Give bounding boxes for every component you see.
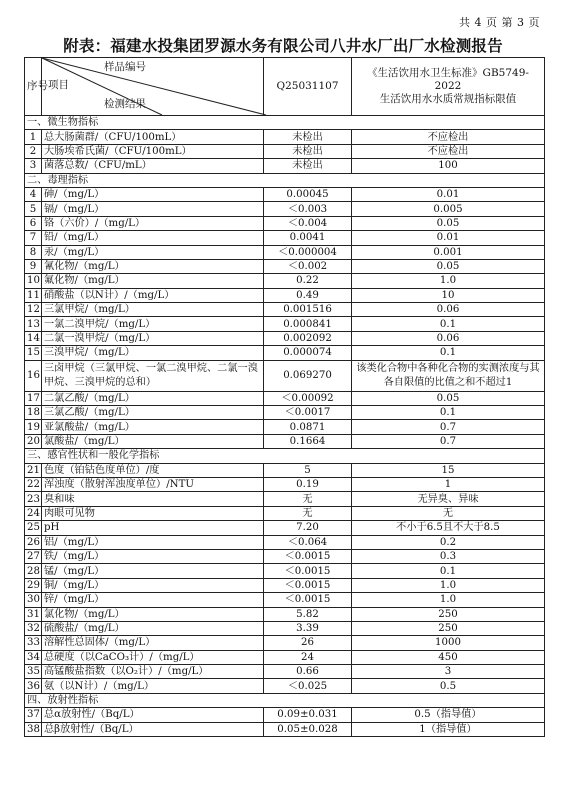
row-number: 3 — [25, 159, 42, 173]
item-name: 硫酸盐/（mg/L） — [42, 621, 264, 635]
row-number: 25 — [25, 521, 42, 535]
table-header-row — [25, 58, 545, 116]
standard-limit: 不小于6.5且不大于8.5 — [352, 521, 545, 535]
row-number: 22 — [25, 477, 42, 491]
row-number: 13 — [25, 317, 42, 331]
row-number: 28 — [25, 564, 42, 578]
standard-limit: 0.05 — [352, 391, 545, 405]
table-row — [25, 406, 545, 420]
item-name: 总大肠菌群/（CFU/100mL） — [42, 130, 264, 144]
standard-limit: 无 — [352, 506, 545, 520]
test-result: 0.05±0.028 — [264, 722, 352, 736]
test-result: 0.069270 — [264, 360, 352, 391]
item-name: 三溴甲烷/（mg/L） — [42, 346, 264, 360]
row-number: 7 — [25, 231, 42, 245]
row-number: 29 — [25, 578, 42, 592]
test-result: 无 — [264, 492, 352, 506]
row-number: 6 — [25, 216, 42, 230]
standard-limit: 450 — [352, 650, 545, 664]
test-result: 5 — [264, 463, 352, 477]
row-number: 32 — [25, 621, 42, 635]
standard-limit: 1000 — [352, 636, 545, 650]
item-name: 氯化物/（mg/L） — [42, 607, 264, 621]
item-name: 铝/（mg/L） — [42, 535, 264, 549]
item-name: 镉/（mg/L） — [42, 202, 264, 216]
item-name: pH — [42, 521, 264, 535]
row-number: 35 — [25, 665, 42, 679]
header-sample-label: 样品编号 — [104, 61, 146, 73]
standard-limit: 0.7 — [352, 420, 545, 434]
item-name: 锰/（mg/L） — [42, 564, 264, 578]
row-number: 30 — [25, 593, 42, 607]
test-result: ＜0.00092 — [264, 391, 352, 405]
item-name: 硝酸盐（以N计）/（mg/L） — [42, 288, 264, 302]
test-result: 0.49 — [264, 288, 352, 302]
standard-limit: 0.1 — [352, 317, 545, 331]
row-number: 16 — [25, 360, 42, 391]
section-row — [25, 116, 545, 130]
table-row — [25, 202, 545, 216]
section-row — [25, 173, 545, 187]
row-number: 37 — [25, 708, 42, 722]
item-name: 二氯一溴甲烷/（mg/L） — [42, 331, 264, 345]
standard-limit: 该类化合物中各种化合物的实测浓度与其各自限值的比值之和不超过1 — [352, 360, 545, 391]
standard-limit: 不应检出 — [352, 130, 545, 144]
table-row — [25, 477, 545, 491]
header-diagonal-cell — [42, 58, 264, 116]
standard-limit: 15 — [352, 463, 545, 477]
row-number: 19 — [25, 420, 42, 434]
table-row — [25, 549, 545, 563]
item-name: 铬（六价）/（mg/L） — [42, 216, 264, 230]
table-row — [25, 535, 545, 549]
table-row — [25, 303, 545, 317]
item-name: 三卤甲烷（三氯甲烷、一氯二溴甲烷、二氯一溴甲烷、三溴甲烷的总和） — [42, 360, 264, 391]
table-row — [25, 274, 545, 288]
table-row — [25, 621, 545, 635]
section-title: 三、感官性状和一般化学指标 — [25, 449, 545, 463]
table-row — [25, 391, 545, 405]
table-row — [25, 259, 545, 273]
standard-limit: 无异臭、异味 — [352, 492, 545, 506]
standard-limit: 250 — [352, 607, 545, 621]
standard-limit: 0.3 — [352, 549, 545, 563]
test-result: 0.1664 — [264, 434, 352, 448]
standard-limit: 0.01 — [352, 187, 545, 201]
header-item-label: 项目 — [48, 79, 69, 91]
test-result: 0.000074 — [264, 346, 352, 360]
standard-limit: 0.5 — [352, 679, 545, 693]
table-row — [25, 607, 545, 621]
test-result: 26 — [264, 636, 352, 650]
row-number: 18 — [25, 406, 42, 420]
row-number: 12 — [25, 303, 42, 317]
test-result: 0.002092 — [264, 331, 352, 345]
test-result: ＜0.064 — [264, 535, 352, 549]
table-row — [25, 636, 545, 650]
test-result: ＜0.0017 — [264, 406, 352, 420]
test-result: ＜0.0015 — [264, 593, 352, 607]
row-number: 17 — [25, 391, 42, 405]
item-name: 汞/（mg/L） — [42, 245, 264, 259]
item-name: 浑浊度（散射浑浊度单位）/NTU — [42, 477, 264, 491]
item-name: 氟化物/（mg/L） — [42, 274, 264, 288]
standard-limit: 1.0 — [352, 578, 545, 592]
table-row — [25, 665, 545, 679]
item-name: 三氯甲烷/（mg/L） — [42, 303, 264, 317]
row-number: 4 — [25, 187, 42, 201]
standard-limit: 0.01 — [352, 231, 545, 245]
item-name: 总硬度（以CaCO₃计）/（mg/L） — [42, 650, 264, 664]
standard-limit: 0.005 — [352, 202, 545, 216]
row-number: 10 — [25, 274, 42, 288]
row-number: 23 — [25, 492, 42, 506]
table-row — [25, 331, 545, 345]
standard-limit: 1 — [352, 477, 545, 491]
test-result: 无 — [264, 506, 352, 520]
table-row — [25, 187, 545, 201]
section-row — [25, 693, 545, 707]
row-number: 2 — [25, 144, 42, 158]
table-row — [25, 679, 545, 693]
item-name: 铅/（mg/L） — [42, 231, 264, 245]
test-result: 未检出 — [264, 144, 352, 158]
table-row — [25, 492, 545, 506]
standard-limit: 0.1 — [352, 564, 545, 578]
row-number: 20 — [25, 434, 42, 448]
item-name: 氯酸盐/（mg/L） — [42, 434, 264, 448]
standard-limit: 0.06 — [352, 303, 545, 317]
standard-limit: 0.001 — [352, 245, 545, 259]
section-title: 二、毒理指标 — [25, 173, 545, 187]
table-row — [25, 144, 545, 158]
test-result: 5.82 — [264, 607, 352, 621]
section-title: 四、放射性指标 — [25, 693, 545, 707]
standard-limit: 10 — [352, 288, 545, 302]
table-row — [25, 650, 545, 664]
test-result: 0.0871 — [264, 420, 352, 434]
item-name: 氨（以N计）/（mg/L） — [42, 679, 264, 693]
standard-limit: 0.06 — [352, 331, 545, 345]
header-serial-cell: 序号 — [25, 58, 42, 116]
test-result: 0.66 — [264, 665, 352, 679]
item-name: 色度（铂钴色度单位）/度 — [42, 463, 264, 477]
test-result: ＜0.0015 — [264, 578, 352, 592]
item-name: 溶解性总固体/（mg/L） — [42, 636, 264, 650]
row-number: 15 — [25, 346, 42, 360]
report-table — [24, 57, 545, 737]
diagonal-lines — [42, 58, 266, 115]
test-result: 24 — [264, 650, 352, 664]
table-row — [25, 564, 545, 578]
table-row — [25, 245, 545, 259]
standard-limit: 0.2 — [352, 535, 545, 549]
row-number: 1 — [25, 130, 42, 144]
row-number: 31 — [25, 607, 42, 621]
item-name: 氰化物/（mg/L） — [42, 259, 264, 273]
header-result-label: 检测结果 — [104, 98, 146, 110]
item-name: 菌落总数/（CFU/mL） — [42, 159, 264, 173]
table-row — [25, 346, 545, 360]
row-number: 11 — [25, 288, 42, 302]
row-number: 8 — [25, 245, 42, 259]
item-name: 总α放射性/（Bq/L） — [42, 708, 264, 722]
row-number: 14 — [25, 331, 42, 345]
row-number: 21 — [25, 463, 42, 477]
item-name: 大肠埃希氏菌/（CFU/100mL） — [42, 144, 264, 158]
item-name: 铜/（mg/L） — [42, 578, 264, 592]
table-row — [25, 578, 545, 592]
row-number: 26 — [25, 535, 42, 549]
test-result: 7.20 — [264, 521, 352, 535]
table-row — [25, 434, 545, 448]
test-result: ＜0.025 — [264, 679, 352, 693]
row-number: 33 — [25, 636, 42, 650]
test-result: 0.22 — [264, 274, 352, 288]
standard-limit: 100 — [352, 159, 545, 173]
table-row — [25, 420, 545, 434]
item-name: 铁/（mg/L） — [42, 549, 264, 563]
item-name: 二氯乙酸/（mg/L） — [42, 391, 264, 405]
test-result: 0.001516 — [264, 303, 352, 317]
standard-limit: 1.0 — [352, 274, 545, 288]
table-row — [25, 463, 545, 477]
section-title: 一、微生物指标 — [25, 116, 545, 130]
header-sample-id: Q25031107 — [264, 58, 352, 116]
row-number: 24 — [25, 506, 42, 520]
item-name: 总β放射性/（Bq/L） — [42, 722, 264, 736]
row-number: 36 — [25, 679, 42, 693]
header-standard-line2: 生活饮用水水质常规指标限值 — [379, 93, 517, 105]
standard-limit: 0.1 — [352, 406, 545, 420]
table-row — [25, 231, 545, 245]
standard-limit: 0.05 — [352, 216, 545, 230]
standard-limit: 0.7 — [352, 434, 545, 448]
item-name: 锌/（mg/L） — [42, 593, 264, 607]
test-result: 3.39 — [264, 621, 352, 635]
item-name: 肉眼可见物 — [42, 506, 264, 520]
item-name: 三氯乙酸/（mg/L） — [42, 406, 264, 420]
standard-limit: 0.5（指导值） — [352, 708, 545, 722]
test-result: 未检出 — [264, 159, 352, 173]
section-row — [25, 449, 545, 463]
standard-limit: 250 — [352, 621, 545, 635]
table-row — [25, 317, 545, 331]
item-name: 一氯二溴甲烷/（mg/L） — [42, 317, 264, 331]
standard-limit: 不应检出 — [352, 144, 545, 158]
item-name: 亚氯酸盐/（mg/L） — [42, 420, 264, 434]
test-result: 0.000841 — [264, 317, 352, 331]
standard-limit: 3 — [352, 665, 545, 679]
test-result: ＜0.0015 — [264, 549, 352, 563]
header-standard — [352, 58, 545, 116]
standard-limit: 1（指导值） — [352, 722, 545, 736]
test-result: ＜0.000004 — [264, 245, 352, 259]
row-number: 38 — [25, 722, 42, 736]
standard-limit: 1.0 — [352, 593, 545, 607]
item-name: 高锰酸盐指数（以O₂计）/（mg/L） — [42, 665, 264, 679]
test-result: ＜0.004 — [264, 216, 352, 230]
table-row — [25, 708, 545, 722]
test-result: 未检出 — [264, 130, 352, 144]
report-title: 附表：福建水投集团罗源水务有限公司八井水厂出厂水检测报告 — [63, 37, 503, 55]
table-row — [25, 722, 545, 736]
table-row — [25, 216, 545, 230]
table-row — [25, 521, 545, 535]
test-result: 0.00045 — [264, 187, 352, 201]
row-number: 27 — [25, 549, 42, 563]
table-row — [25, 130, 545, 144]
standard-limit: 0.05 — [352, 259, 545, 273]
item-name: 臭和味 — [42, 492, 264, 506]
standard-limit: 0.1 — [352, 346, 545, 360]
test-result: 0.09±0.031 — [264, 708, 352, 722]
test-result: 0.0041 — [264, 231, 352, 245]
test-result: 0.19 — [264, 477, 352, 491]
header-standard-line1: 《生活饮用水卫生标准》GB5749-2022 — [367, 67, 529, 92]
test-result: ＜0.002 — [264, 259, 352, 273]
table-row — [25, 593, 545, 607]
row-number: 5 — [25, 202, 42, 216]
table-row — [25, 360, 545, 391]
table-row — [25, 506, 545, 520]
item-name: 砷/（mg/L） — [42, 187, 264, 201]
row-number: 9 — [25, 259, 42, 273]
page-indicator: 共 4 页 第 3 页 — [459, 16, 540, 29]
test-result: ＜0.003 — [264, 202, 352, 216]
table-row — [25, 159, 545, 173]
test-result: ＜0.0015 — [264, 564, 352, 578]
table-row — [25, 288, 545, 302]
row-number: 34 — [25, 650, 42, 664]
